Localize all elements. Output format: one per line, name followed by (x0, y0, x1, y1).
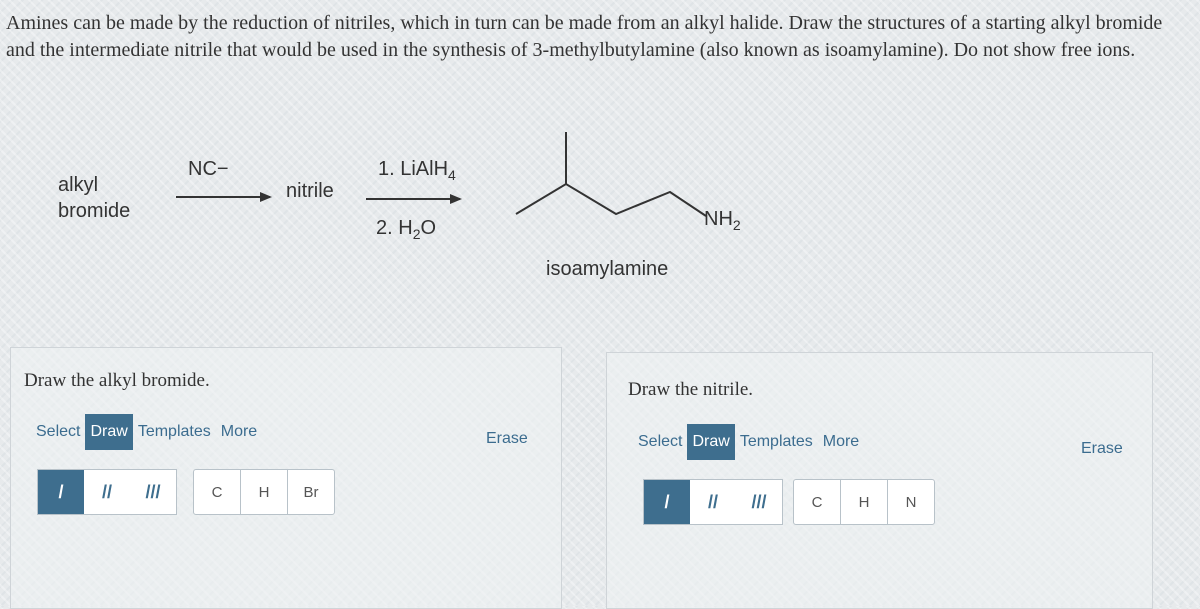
left-double-bond-button[interactable]: // (101, 481, 112, 502)
alkyl-bromide-panel-title: Draw the alkyl bromide. (24, 370, 210, 391)
left-bond-tools (37, 469, 177, 515)
alkyl-bromide-drawing-panel (10, 347, 562, 609)
left-erase-button[interactable]: Erase (486, 430, 528, 447)
left-select-tab[interactable]: Select (36, 423, 81, 440)
isoamylamine-structure (510, 126, 710, 236)
alkyl-bromide-label-line2: bromide (58, 200, 131, 222)
right-single-bond-button[interactable]: / (644, 480, 690, 524)
reduction-step-1: 1. LiAlH$_4$ (378, 158, 456, 183)
reaction-arrow-2 (366, 198, 460, 200)
right-draw-tab[interactable]: Draw (687, 424, 734, 460)
right-atom-tools (793, 479, 935, 525)
right-select-tab[interactable]: Select (638, 433, 683, 450)
right-templates-tab[interactable]: Templates (739, 433, 813, 450)
isoamylamine-label: isoamylamine (546, 258, 669, 280)
left-more-tab[interactable]: More (220, 423, 258, 440)
right-triple-bond-button[interactable]: /// (751, 491, 767, 512)
amine-group-label: $NH_2$ (704, 208, 741, 233)
right-carbon-atom-button[interactable]: C (794, 480, 841, 524)
nitrile-label: nitrile (286, 180, 334, 202)
left-atom-tools (193, 469, 335, 515)
left-hydrogen-atom-button[interactable]: H (241, 470, 288, 514)
right-nitrogen-atom-button[interactable]: N (905, 493, 917, 511)
left-triple-bond-button[interactable]: /// (145, 481, 161, 502)
nitrile-drawing-panel (606, 352, 1153, 609)
alkyl-bromide-label-line1: alkyl (58, 174, 99, 196)
right-bond-tools (643, 479, 783, 525)
right-more-tab[interactable]: More (822, 433, 860, 450)
left-single-bond-button[interactable]: / (38, 470, 84, 514)
cyanide-reagent: NC− (188, 158, 229, 180)
left-templates-tab[interactable]: Templates (137, 423, 211, 440)
left-bromine-atom-button[interactable]: Br (303, 483, 319, 501)
left-toolbar (31, 414, 262, 450)
right-hydrogen-atom-button[interactable]: H (841, 480, 888, 524)
nitrile-panel-title: Draw the nitrile. (628, 379, 754, 400)
right-double-bond-button[interactable]: // (707, 491, 718, 512)
right-erase-button[interactable]: Erase (1081, 440, 1123, 457)
left-draw-tab[interactable]: Draw (85, 414, 132, 450)
reduction-step-2: 2. $H_2O$ (376, 217, 437, 242)
right-toolbar (633, 424, 864, 460)
reaction-scheme (0, 120, 800, 320)
reaction-arrow-1 (176, 196, 270, 198)
left-carbon-atom-button[interactable]: C (194, 470, 241, 514)
question-text: Amines can be made by the reduction of nitriles, which in turn can be made from an alkyl halide. Draw the structures of a starting alkyl bromide and the intermediate nitrile that would be used in the synthesis of 3-methylbutylamine (also known as isoamylamine). Do not show free ions. (6, 12, 1163, 61)
